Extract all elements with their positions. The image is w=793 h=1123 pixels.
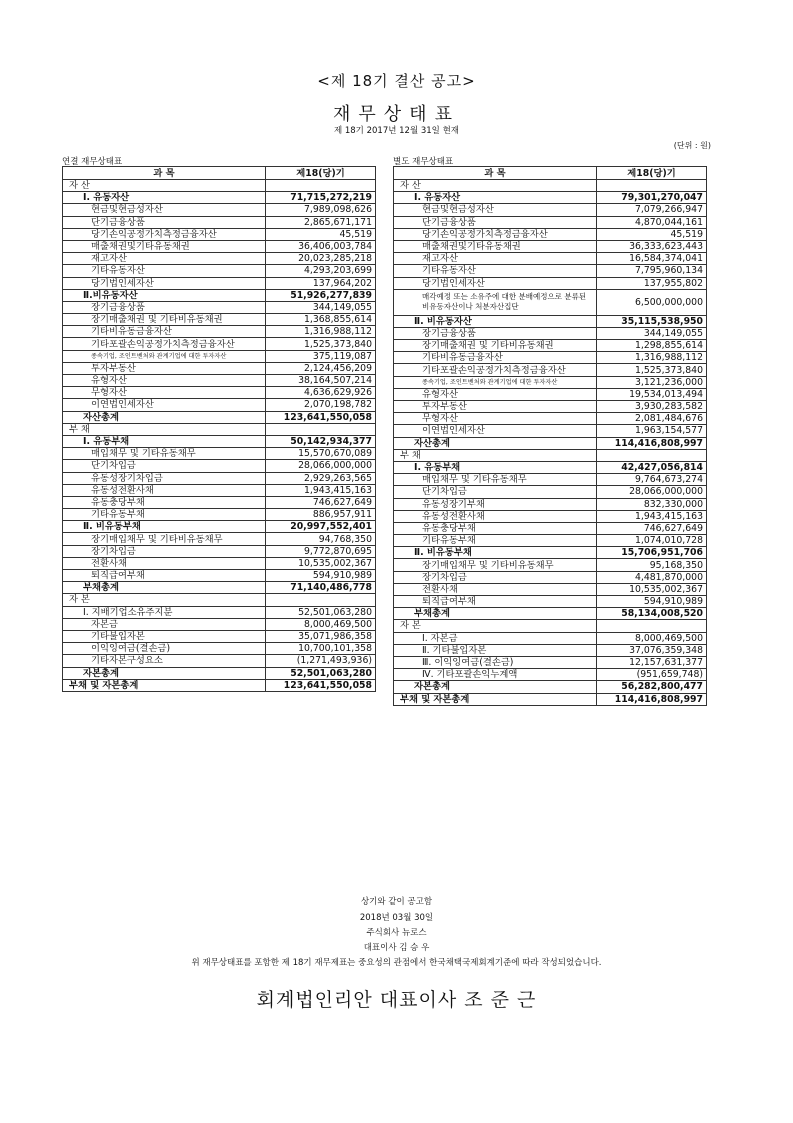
consolidated-balance-sheet [62, 166, 376, 692]
account-amount: 114,416,808,997 [597, 437, 707, 449]
account-amount: 1,316,988,112 [597, 352, 707, 364]
compliance-note: 위 재무상태표를 포함한 제 18기 재무제표는 중요성의 관점에서 한국채택국제회계기준에 따라 작성되었습니다. [191, 958, 602, 968]
account-header: 과 목 [63, 167, 266, 180]
account-amount: 7,795,960,134 [597, 265, 707, 277]
account-name: 기타비유동금융자산 [63, 326, 266, 338]
account-name: 기타자본구성요소 [63, 655, 266, 667]
account-amount: (951,659,748) [597, 669, 707, 681]
table-row [394, 289, 707, 315]
table-row [394, 425, 707, 437]
account-amount: 56,282,800,477 [597, 681, 707, 693]
table-row [394, 277, 707, 289]
account-amount: 10,535,002,367 [597, 583, 707, 595]
account-amount: 79,301,270,047 [597, 192, 707, 204]
account-name: 자본총계 [63, 667, 266, 679]
table-row [63, 180, 376, 192]
account-name: 장기차입금 [394, 571, 597, 583]
account-amount: 36,406,003,784 [266, 240, 376, 252]
account-amount: 9,772,870,695 [266, 545, 376, 557]
account-amount: 746,627,649 [266, 496, 376, 508]
account-name: 재고자산 [63, 253, 266, 265]
account-name: Ⅰ. 유동자산 [63, 192, 266, 204]
account-amount: 3,930,283,582 [597, 401, 707, 413]
account-name: 이익잉여금(결손금) [63, 643, 266, 655]
account-name: 장기매입채무 및 기타비유동채무 [394, 559, 597, 571]
table-row [394, 388, 707, 400]
table-row [394, 620, 707, 632]
account-amount: 10,700,101,358 [266, 643, 376, 655]
consolidated-label: 연결 재무상태표 [62, 157, 123, 167]
account-amount: 37,076,359,348 [597, 644, 707, 656]
account-name: 종속기업, 조인트벤처와 관계기업에 대한 투자자산 [63, 350, 266, 362]
account-amount: 8,000,469,500 [597, 632, 707, 644]
account-name: 매출채권및기타유동채권 [394, 240, 597, 252]
account-amount: 45,519 [266, 228, 376, 240]
table-row [394, 510, 707, 522]
account-amount: 10,535,002,367 [266, 557, 376, 569]
account-amount: 123,641,550,058 [266, 411, 376, 423]
account-name: Ⅱ. 기타불입자본 [394, 644, 597, 656]
table-row [394, 376, 707, 388]
table-row [63, 289, 376, 301]
table-row [63, 618, 376, 630]
account-name: Ⅱ. 비유동자산 [394, 315, 597, 327]
table-row [394, 449, 707, 461]
table-row [394, 522, 707, 534]
account-amount: 2,865,671,171 [266, 216, 376, 228]
company-name: 주식회사 뉴로스 [366, 928, 427, 938]
table-row [394, 656, 707, 668]
table-row [63, 228, 376, 240]
account-name: 장기금융상품 [394, 327, 597, 339]
account-name: Ⅲ. 이익잉여금(결손금) [394, 656, 597, 668]
auditor-signature: 회계법인리안 대표이사 조 준 근 [256, 989, 537, 1011]
unit-label: (단위 : 원) [673, 141, 711, 150]
account-name: 퇴직급여부채 [63, 570, 266, 582]
account-name: 부 채 [394, 449, 597, 461]
account-amount: 9,764,673,274 [597, 474, 707, 486]
table-row [63, 643, 376, 655]
table-row [394, 265, 707, 277]
table-row [63, 253, 376, 265]
announcement-statement: 상기와 같이 공고함 [360, 897, 433, 907]
account-name: 장기매입채무 및 기타비유동채무 [63, 533, 266, 545]
table-row [394, 486, 707, 498]
account-name: 기타유동자산 [63, 265, 266, 277]
ceo-name: 대표이사 김 승 우 [363, 943, 430, 953]
table-row [63, 484, 376, 496]
account-name: Ⅱ. 비유동부채 [394, 547, 597, 559]
account-name: 부채 및 자본총계 [63, 679, 266, 691]
account-amount: 42,427,056,814 [597, 461, 707, 473]
account-amount: 35,115,538,950 [597, 315, 707, 327]
account-name: 기타유동자산 [394, 265, 597, 277]
consolidated-table-body [63, 167, 376, 692]
account-amount: 12,157,631,377 [597, 656, 707, 668]
account-amount: 2,929,263,565 [266, 472, 376, 484]
table-row [394, 596, 707, 608]
table-row [63, 545, 376, 557]
account-name: 매입채무 및 기타유동채무 [394, 474, 597, 486]
table-row [63, 606, 376, 618]
account-amount: 594,910,989 [266, 570, 376, 582]
account-name: 전환사채 [394, 583, 597, 595]
account-name: Ⅰ. 유동부채 [63, 435, 266, 447]
account-amount: 114,416,808,997 [597, 693, 707, 705]
table-row [63, 667, 376, 679]
account-amount: 1,298,855,614 [597, 340, 707, 352]
account-name: 자 본 [63, 594, 266, 606]
table-row [394, 608, 707, 620]
account-name: 자산총계 [394, 437, 597, 449]
table-row [63, 472, 376, 484]
account-name: 장기금융상품 [63, 301, 266, 313]
table-row [394, 474, 707, 486]
account-amount: 344,149,055 [597, 327, 707, 339]
account-name: 부채 및 자본총계 [394, 693, 597, 705]
account-amount: 2,124,456,209 [266, 362, 376, 374]
account-name: 현금및현금성자산 [394, 204, 597, 216]
account-amount: 1,316,988,112 [266, 326, 376, 338]
account-amount: 19,534,013,494 [597, 388, 707, 400]
account-amount: 746,627,649 [597, 522, 707, 534]
account-amount: 2,070,198,782 [266, 399, 376, 411]
table-row [394, 583, 707, 595]
account-name: 부채총계 [394, 608, 597, 620]
table-row [394, 681, 707, 693]
account-amount: 4,636,629,926 [266, 387, 376, 399]
account-name: 당기손익공정가치측정금융자산 [63, 228, 266, 240]
table-row [63, 448, 376, 460]
table-row [394, 327, 707, 339]
account-amount: 58,134,008,520 [597, 608, 707, 620]
account-name: 자 본 [394, 620, 597, 632]
account-name: 이연법인세자산 [63, 399, 266, 411]
account-name: 당기법인세자산 [63, 277, 266, 289]
account-amount: 20,023,285,218 [266, 253, 376, 265]
account-amount [597, 449, 707, 461]
table-row [394, 571, 707, 583]
account-name: 단기금융상품 [63, 216, 266, 228]
account-amount: 95,168,350 [597, 559, 707, 571]
account-name: 현금및현금성자산 [63, 204, 266, 216]
table-row [394, 535, 707, 547]
account-name: Ⅰ. 자본금 [394, 632, 597, 644]
table-row [63, 362, 376, 374]
account-name: 매각예정 또는 소유주에 대한 분배예정으로 분류된 비유동자산이나 처분자산집단 [394, 289, 597, 315]
account-amount: 15,706,951,706 [597, 547, 707, 559]
table-row [63, 314, 376, 326]
table-row [63, 582, 376, 594]
account-amount: 28,066,000,000 [597, 486, 707, 498]
table-row [63, 204, 376, 216]
account-amount: 375,119,087 [266, 350, 376, 362]
as-of-date: 제 18기 2017년 12월 31일 현재 [333, 126, 460, 136]
separate-table-body [394, 167, 707, 706]
account-amount: 45,519 [597, 228, 707, 240]
table-row [394, 228, 707, 240]
announcement-date: 2018년 03월 30일 [359, 913, 434, 923]
account-name: 종속기업, 조인트벤처와 관계기업에 대한 투자자산 [394, 376, 597, 388]
account-amount: 1,368,855,614 [266, 314, 376, 326]
account-amount: 123,641,550,058 [266, 679, 376, 691]
table-row [394, 559, 707, 571]
account-name: 기타유동부채 [394, 535, 597, 547]
table-row [63, 301, 376, 313]
account-amount: 20,997,552,401 [266, 521, 376, 533]
account-name: Ⅰ. 지배기업소유주지분 [63, 606, 266, 618]
table-row [394, 364, 707, 376]
account-name: 유형자산 [394, 388, 597, 400]
account-name: 자 산 [394, 180, 597, 192]
table-row [63, 630, 376, 642]
table-row [63, 350, 376, 362]
table-row [394, 437, 707, 449]
table-row [63, 277, 376, 289]
table-row [63, 216, 376, 228]
account-name: Ⅱ. 비유동부채 [63, 521, 266, 533]
account-amount: 16,584,374,041 [597, 253, 707, 265]
table-row [394, 632, 707, 644]
table-row [63, 570, 376, 582]
account-amount: 51,926,277,839 [266, 289, 376, 301]
account-name: 단기차입금 [63, 460, 266, 472]
account-name: 자산총계 [63, 411, 266, 423]
account-name: 재고자산 [394, 253, 597, 265]
account-name: 당기법인세자산 [394, 277, 597, 289]
table-row [63, 435, 376, 447]
account-name: 이연법인세자산 [394, 425, 597, 437]
table-row [63, 240, 376, 252]
account-amount: 71,715,272,219 [266, 192, 376, 204]
account-amount: 8,000,469,500 [266, 618, 376, 630]
account-name: 기타유동부채 [63, 509, 266, 521]
account-name: 당기손익공정가치측정금융자산 [394, 228, 597, 240]
table-row [394, 240, 707, 252]
table-row [394, 315, 707, 327]
table-row [63, 533, 376, 545]
account-name: Ⅰ. 유동자산 [394, 192, 597, 204]
table-row [63, 399, 376, 411]
account-amount: 1,963,154,577 [597, 425, 707, 437]
table-header-row [63, 167, 376, 180]
account-amount: 137,964,202 [266, 277, 376, 289]
account-amount: 94,768,350 [266, 533, 376, 545]
account-amount [597, 620, 707, 632]
account-amount: 28,066,000,000 [266, 460, 376, 472]
account-amount: 35,071,986,358 [266, 630, 376, 642]
table-row [394, 547, 707, 559]
account-name: 장기매출채권 및 기타비유동채권 [63, 314, 266, 326]
account-amount: 832,330,000 [597, 498, 707, 510]
account-name: 유동성전환사채 [394, 510, 597, 522]
account-name: 유동성장기차입금 [63, 472, 266, 484]
table-row [63, 509, 376, 521]
account-amount: 1,074,010,728 [597, 535, 707, 547]
account-amount: 52,501,063,280 [266, 667, 376, 679]
account-name: 유동성전환사채 [63, 484, 266, 496]
table-row [63, 679, 376, 691]
account-amount: 6,500,000,000 [597, 289, 707, 315]
table-header-row [394, 167, 707, 180]
separate-balance-sheet [393, 166, 707, 706]
table-row [63, 192, 376, 204]
account-name: 유형자산 [63, 375, 266, 387]
table-row [63, 594, 376, 606]
account-name: 유동성장기부채 [394, 498, 597, 510]
account-name: 무형자산 [394, 413, 597, 425]
table-row [394, 216, 707, 228]
account-name: 기타비유동금융자산 [394, 352, 597, 364]
account-amount: 15,570,670,089 [266, 448, 376, 460]
account-amount [266, 594, 376, 606]
table-row [394, 461, 707, 473]
account-header: 과 목 [394, 167, 597, 180]
table-row [394, 669, 707, 681]
table-row [394, 253, 707, 265]
account-name: 자본총계 [394, 681, 597, 693]
table-row [394, 644, 707, 656]
account-amount: 1,943,415,163 [597, 510, 707, 522]
account-name: Ⅰ. 유동부채 [394, 461, 597, 473]
account-amount: 137,955,802 [597, 277, 707, 289]
account-amount: 36,333,623,443 [597, 240, 707, 252]
account-amount: 1,525,373,840 [266, 338, 376, 350]
account-name: 부채총계 [63, 582, 266, 594]
account-name: 무형자산 [63, 387, 266, 399]
table-row [63, 460, 376, 472]
account-amount: 3,121,236,000 [597, 376, 707, 388]
account-name: 자본금 [63, 618, 266, 630]
account-amount: 594,910,989 [597, 596, 707, 608]
table-row [63, 326, 376, 338]
account-amount [266, 180, 376, 192]
account-name: 투자부동산 [63, 362, 266, 374]
account-name: 기타불입자본 [63, 630, 266, 642]
table-row [394, 352, 707, 364]
account-name: 기타포괄손익공정가치측정금융자산 [63, 338, 266, 350]
table-row [63, 387, 376, 399]
table-row [394, 192, 707, 204]
period-header: 제18(당)기 [266, 167, 376, 180]
account-amount: 886,957,911 [266, 509, 376, 521]
account-amount [266, 423, 376, 435]
separate-label: 별도 재무상태표 [393, 157, 454, 167]
account-name: Ⅱ.비유동자산 [63, 289, 266, 301]
account-name: Ⅳ. 기타포괄손익누계액 [394, 669, 597, 681]
account-name: 매입채무 및 기타유동채무 [63, 448, 266, 460]
account-name: 전환사채 [63, 557, 266, 569]
account-name: 부 채 [63, 423, 266, 435]
account-amount: 4,870,044,161 [597, 216, 707, 228]
table-row [63, 655, 376, 667]
table-row [63, 423, 376, 435]
table-row [394, 204, 707, 216]
notice-title: <제 18기 결산 공고> [317, 72, 476, 90]
account-name: 자 산 [63, 180, 266, 192]
account-amount: 4,481,870,000 [597, 571, 707, 583]
account-name: 투자부동산 [394, 401, 597, 413]
account-amount: (1,271,493,936) [266, 655, 376, 667]
table-row [63, 375, 376, 387]
page-title: 재무상태표 [333, 104, 460, 125]
account-amount: 71,140,486,778 [266, 582, 376, 594]
table-row [394, 401, 707, 413]
account-name: 장기매출채권 및 기타비유동채권 [394, 340, 597, 352]
table-row [394, 180, 707, 192]
account-name: 기타포괄손익공정가치측정금융자산 [394, 364, 597, 376]
table-row [63, 557, 376, 569]
account-name: 유동충당부채 [63, 496, 266, 508]
account-amount: 50,142,934,377 [266, 435, 376, 447]
account-amount: 2,081,484,676 [597, 413, 707, 425]
account-name: 유동충당부채 [394, 522, 597, 534]
period-header: 제18(당)기 [597, 167, 707, 180]
table-row [63, 496, 376, 508]
account-amount: 7,989,098,626 [266, 204, 376, 216]
table-row [63, 411, 376, 423]
account-amount: 344,149,055 [266, 301, 376, 313]
table-row [63, 265, 376, 277]
account-amount: 4,293,203,699 [266, 265, 376, 277]
account-amount: 52,501,063,280 [266, 606, 376, 618]
table-row [394, 498, 707, 510]
account-amount: 38,164,507,214 [266, 375, 376, 387]
table-row [63, 338, 376, 350]
account-name: 장기차입금 [63, 545, 266, 557]
table-row [394, 413, 707, 425]
table-row [394, 340, 707, 352]
account-name: 단기차입금 [394, 486, 597, 498]
account-amount: 7,079,266,947 [597, 204, 707, 216]
table-row [394, 693, 707, 705]
table-row [63, 521, 376, 533]
account-amount [597, 180, 707, 192]
account-amount: 1,525,373,840 [597, 364, 707, 376]
account-name: 매출채권및기타유동채권 [63, 240, 266, 252]
account-name: 단기금융상품 [394, 216, 597, 228]
account-amount: 1,943,415,163 [266, 484, 376, 496]
account-name: 퇴직급여부채 [394, 596, 597, 608]
